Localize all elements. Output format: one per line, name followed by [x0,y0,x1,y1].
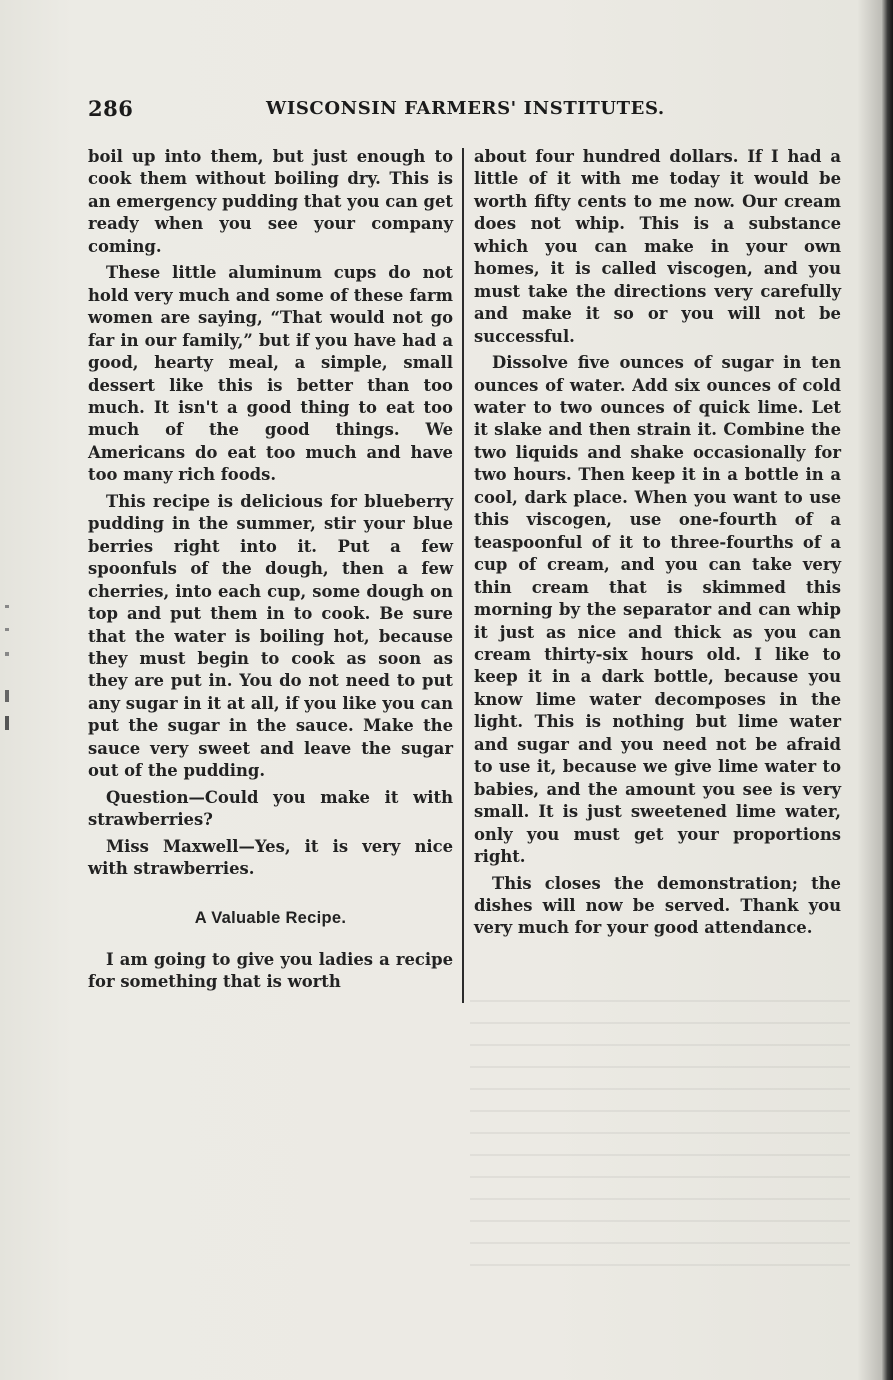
margin-speck [5,605,9,608]
page-header [88,96,663,126]
paragraph: Dissolve five ounces of sugar in ten ounces of water. Add six ounces of cold water to two ounces of quick lime. Let it slake and then strain it. Combine the two liquids and shake occasionally for two hours. Then keep it in a bottle in a cool, dark place. When you want to use this viscogen, use one-fourth of a teaspoonful of it to three-fourths of a cup of cream, and you can take very thin cream that is skimmed this morning by the separator and can whip it just as nice and thick as you can cream thirty-six hours old. I like to keep it in a dark bottle, because you know lime water decomposes in the light. This is nothing but lime water and sugar and you need not be afraid to use it, because we give lime water to babies, and the amount you see is very small. It is just sweetened lime water, only you must get your proportions right. [474,353,841,867]
right-column [474,146,841,940]
bleed-through-texture [470,1000,850,1270]
margin-speck [5,652,9,656]
margin-speck [5,690,9,702]
column-divider [462,148,464,1003]
margin-speck [5,628,9,631]
page-number: 286 [88,96,134,121]
paragraph: These little aluminum cups do not hold very much and some of these farm women are saying, “That would not go far in our family,” but if you have had a good, hearty meal, a simple, small dessert like this is better than too much. It isn't a good thing to eat too much of the good things. We Americans do eat too much and have too many rich foods. [88,263,453,485]
page-edge-shadow [881,0,893,1380]
left-column [88,146,453,1006]
paragraph: This closes the demonstration; the dishes will now be served. Thank you very much for your good attendance. [474,873,841,938]
running-title: WISCONSIN FARMERS' INSTITUTES. [266,98,665,119]
section-heading: A Valuable Recipe. [194,908,347,927]
paragraph: This recipe is delicious for blueberry pudding in the summer, stir your blue berries right into it. Put a few spoonfuls of the dough, then a few cherries, into each cup, some dough on top and put them in to cook. Be sure that the water is boiling hot, because they must begin to cook as soon as they are put in. You do not need to put any sugar in it at all, if you like you can put the sugar in the sauce. Make the sauce very sweet and leave the sugar out of the pudding. [88,491,453,781]
margin-speck [5,716,9,730]
paragraph: boil up into them, but just enough to cook them without boiling dry. This is an emergency pudding that you can get ready when you see your company coming. [88,147,453,256]
paragraph: Miss Maxwell—Yes, it is very nice with strawberries. [88,836,453,879]
paragraph: I am going to give you ladies a recipe for something that is worth [88,949,453,992]
paragraph: Question—Could you make it with strawberries? [88,787,453,830]
paragraph: about four hundred dollars. If I had a little of it with me today it would be worth fifty cents to me now. Our cream does not whip. This is a substance which you can make in your own homes, it is called viscogen, and you must take the directions very carefully and make it so or you will not be successful. [474,147,841,346]
